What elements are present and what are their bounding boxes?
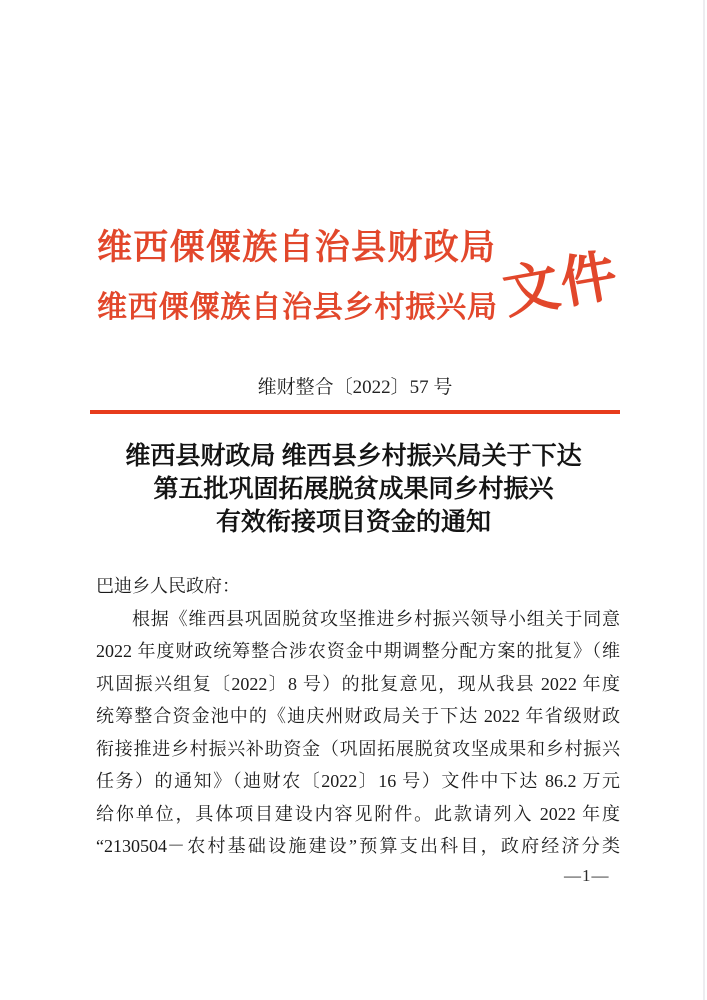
body-line: “2130504－农村基础设施建设”预算支出科目，政府经济分类 — [96, 836, 620, 856]
body-line: 根据《维西县巩固脱贫攻坚推进乡村振兴领导小组关于同意 — [132, 608, 620, 629]
title-line-3: 有效衔接项目资金的通知 — [215, 509, 491, 536]
body-line: 给你单位，具体项目建设内容见附件。此款请列入 2022 年度 — [96, 803, 620, 824]
page-number: —1— — [564, 866, 610, 885]
letterhead — [97, 222, 627, 334]
document-title — [88, 440, 619, 539]
doc-number: 维财整合〔2022〕57 号 — [257, 377, 453, 398]
body-line: 巩固振兴组复〔2022〕8 号）的批复意见，现从我县 2022 年度 — [96, 673, 620, 694]
body-paragraphs — [96, 570, 620, 863]
org-name-line-2: 维西傈僳族自治县乡村振兴局 — [97, 291, 497, 324]
red-separator-rule — [90, 410, 620, 414]
salutation: 巴迪乡人民政府： — [96, 576, 240, 596]
title-line-2: 第五批巩固拓展脱贫成果同乡村振兴 — [153, 476, 554, 503]
body-line: 2022 年度财政统筹整合涉农资金中期调整分配方案的批复》（维 — [96, 641, 620, 661]
title-line-1: 维西县财政局 维西县乡村振兴局关于下达 — [125, 443, 582, 470]
scan-edge-shadow — [703, 0, 705, 1000]
org-name-line-1: 维西傈僳族自治县财政局 — [97, 228, 495, 267]
body-line: 统筹整合资金池中的《迪庆州财政局关于下达 2022 年省级财政 — [96, 706, 620, 726]
body-line: 任务）的通知》（迪财农〔2022〕16 号）文件中下达 86.2 万元 — [96, 771, 620, 791]
body-line: 衔接推进乡村振兴补助资金（巩固拓展脱贫攻坚成果和乡村振兴 — [96, 738, 620, 759]
doc-type-label: 文件 — [498, 244, 624, 326]
